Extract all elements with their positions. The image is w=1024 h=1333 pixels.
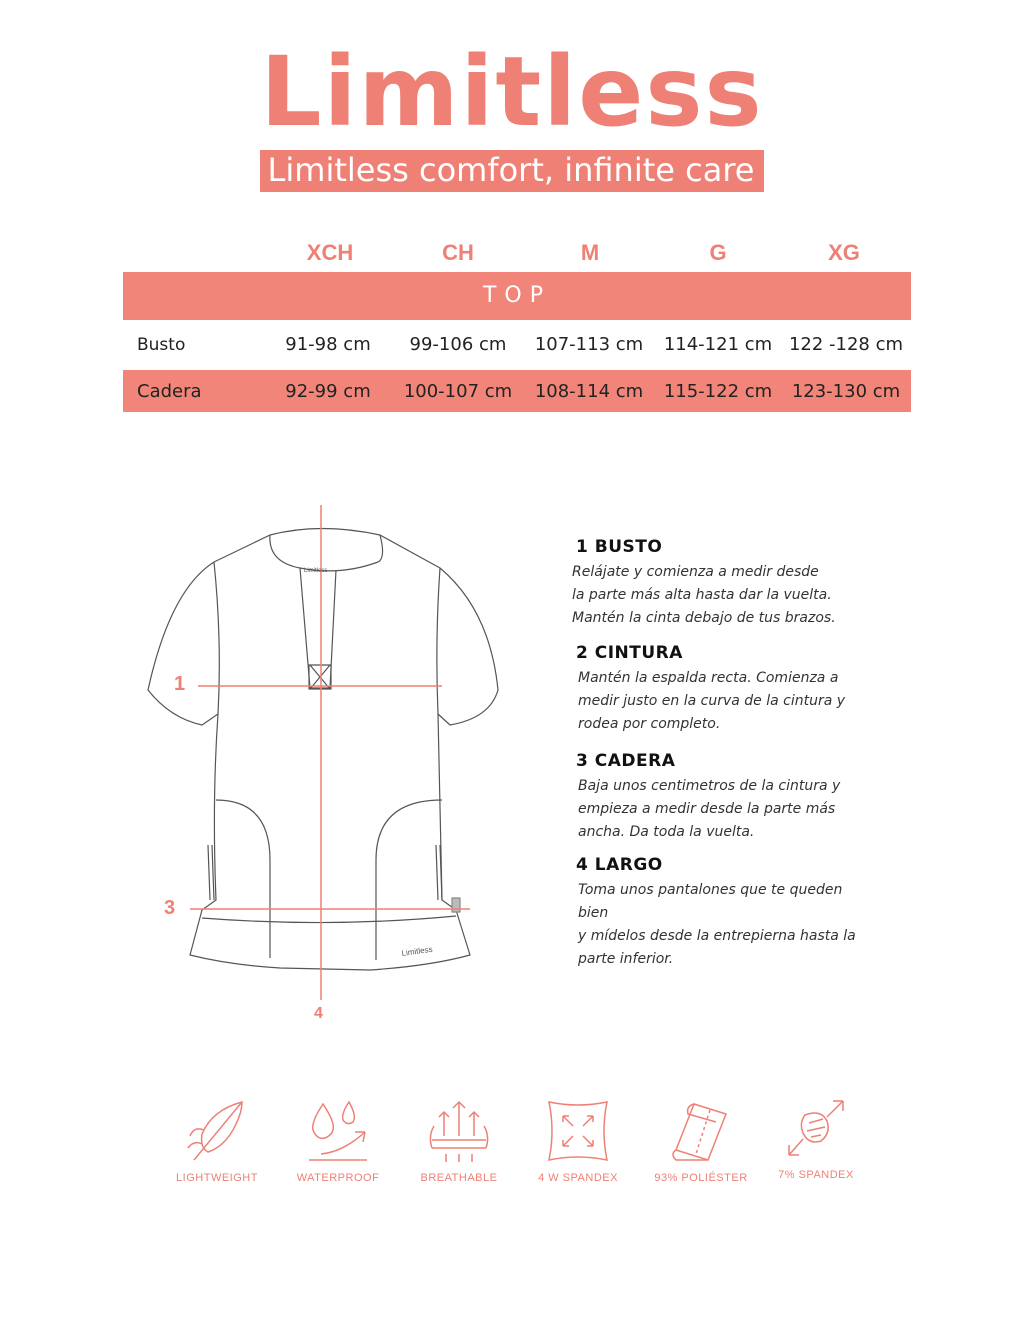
marker-busto: 1 <box>174 673 186 695</box>
section-band-top: TOP <box>123 272 911 320</box>
feather-icon <box>182 1096 252 1166</box>
four-way-stretch-icon <box>543 1096 613 1166</box>
stretch-fabric-icon <box>781 1093 851 1163</box>
instruction-line: ancha. Da toda la vuelta. <box>578 824 755 840</box>
scrub-top-outline <box>140 500 500 1030</box>
feature-label: BREATHABLE <box>420 1172 498 1184</box>
row-label: Busto <box>137 335 186 355</box>
feature-label: 7% SPANDEX <box>778 1169 854 1181</box>
instruction-line: y mídelos desde la entrepierna hasta la <box>578 928 856 944</box>
instruction-cadera <box>570 751 870 844</box>
instruction-busto <box>570 537 870 630</box>
instruction-line: parte inferior. <box>578 951 674 967</box>
feature-4w-spandex <box>518 1096 638 1184</box>
table-cell: 107-113 cm <box>534 334 644 355</box>
feature-lightweight <box>157 1096 277 1184</box>
table-cell: 92-99 cm <box>285 381 371 402</box>
table-cell: 122 -128 cm <box>788 334 904 355</box>
instruction-title: 2 CINTURA <box>576 643 683 663</box>
feature-label: LIGHTWEIGHT <box>176 1172 258 1184</box>
feature-spandex <box>756 1093 876 1181</box>
table-cell: 99-106 cm <box>409 334 507 355</box>
brand-logo: Limitless <box>260 36 764 148</box>
water-drops-icon <box>303 1096 373 1166</box>
table-cell: 100-107 cm <box>403 381 513 402</box>
marker-cadera: 3 <box>164 897 176 919</box>
instruction-line: Relájate y comienza a medir desde <box>572 564 819 580</box>
marker-largo: 4 <box>314 1005 323 1022</box>
table-row-cadera <box>123 370 911 412</box>
brand-tagline: Limitless comfort, infinite care <box>260 150 765 192</box>
breathable-arrows-icon <box>424 1096 494 1166</box>
instruction-title: 3 CADERA <box>576 751 676 771</box>
instruction-title: 1 BUSTO <box>576 537 663 557</box>
table-row-busto <box>123 323 911 365</box>
neck-label-tag: Limitless <box>304 568 328 574</box>
instruction-title: 4 LARGO <box>576 855 663 875</box>
table-cell: 123-130 cm <box>791 381 901 402</box>
instruction-line: Baja unos centimetros de la cintura y <box>578 778 841 794</box>
instruction-line: medir justo en la curva de la cintura y <box>578 693 846 709</box>
table-cell: 108-114 cm <box>534 381 644 402</box>
instruction-line: Toma unos pantalones que te queden bien <box>578 882 843 921</box>
instruction-line: Mantén la cinta debajo de tus brazos. <box>572 610 836 626</box>
feature-breathable <box>399 1096 519 1184</box>
instruction-line: Mantén la espalda recta. Comienza a <box>578 670 839 686</box>
fabric-roll-icon <box>666 1096 736 1166</box>
instruction-line: empieza a medir desde la parte más <box>578 801 836 817</box>
hem-label-tag: Limitless <box>401 944 434 958</box>
size-header-m: M <box>580 240 600 265</box>
instruction-line: la parte más alta hasta dar la vuelta. <box>572 587 832 603</box>
feature-label: 93% POLIÉSTER <box>654 1172 748 1184</box>
instruction-largo <box>570 855 870 971</box>
instruction-line: rodea por completo. <box>578 716 721 732</box>
size-header-g: G <box>709 240 727 265</box>
feature-label: 4 W SPANDEX <box>538 1172 618 1184</box>
feature-waterproof <box>278 1096 398 1184</box>
size-header-ch: CH <box>442 240 474 265</box>
garment-diagram <box>140 500 500 1030</box>
feature-label: WATERPROOF <box>296 1172 380 1184</box>
size-header-xg: XG <box>828 240 860 265</box>
table-cell: 115-122 cm <box>663 381 773 402</box>
row-label: Cadera <box>137 381 202 402</box>
size-header-xch: XCH <box>306 240 354 265</box>
table-cell: 114-121 cm <box>663 334 773 355</box>
feature-poliester <box>641 1096 761 1184</box>
instruction-cintura <box>570 643 870 736</box>
table-cell: 91-98 cm <box>285 334 371 355</box>
